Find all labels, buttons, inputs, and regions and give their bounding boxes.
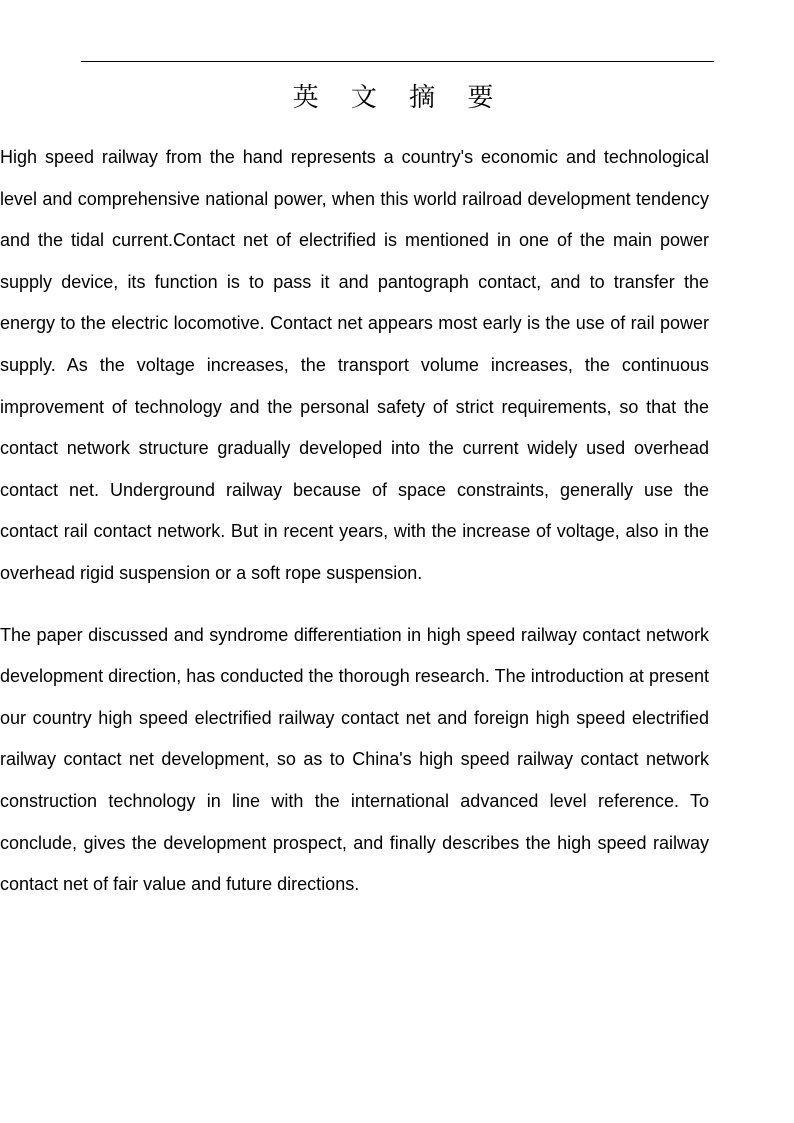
header-rule bbox=[81, 61, 714, 62]
page-title: 英 文 摘 要 bbox=[292, 83, 506, 113]
abstract-body bbox=[0, 137, 709, 906]
abstract-paragraph-2: The paper discussed and syndrome differentiation in high speed railway contact network development direction, has conducted the thorough research. The introduction at present our country high speed electrified railway contact net and foreign high speed electrified railway contact net development, so as to China's high speed railway contact network construction technology in line with the international advanced level reference. To conclude, gives the development prospect, and finally describes the high speed railway contact net of fair value and future directions. bbox=[0, 624, 709, 895]
abstract-paragraph-1: High speed railway from the hand represents a country's economic and technological level and comprehensive national power, when this world railroad development tendency and the tidal current.Contact net of electrified is mentioned in one of the main power supply device, its function is to pass it and pantograph contact, and to transfer the energy to the electric locomotive. Contact net appears most early is the use of rail power supply. As the voltage increases, the transport volume increases, the continuous improvement of technology and the personal safety of strict requirements, so that the contact network structure gradually developed into the current widely used overhead contact net. Underground railway because of space constraints, generally use the contact rail contact network. But in recent years, with the increase of voltage, also in the overhead rigid suspension or a soft rope suspension. bbox=[0, 147, 709, 583]
